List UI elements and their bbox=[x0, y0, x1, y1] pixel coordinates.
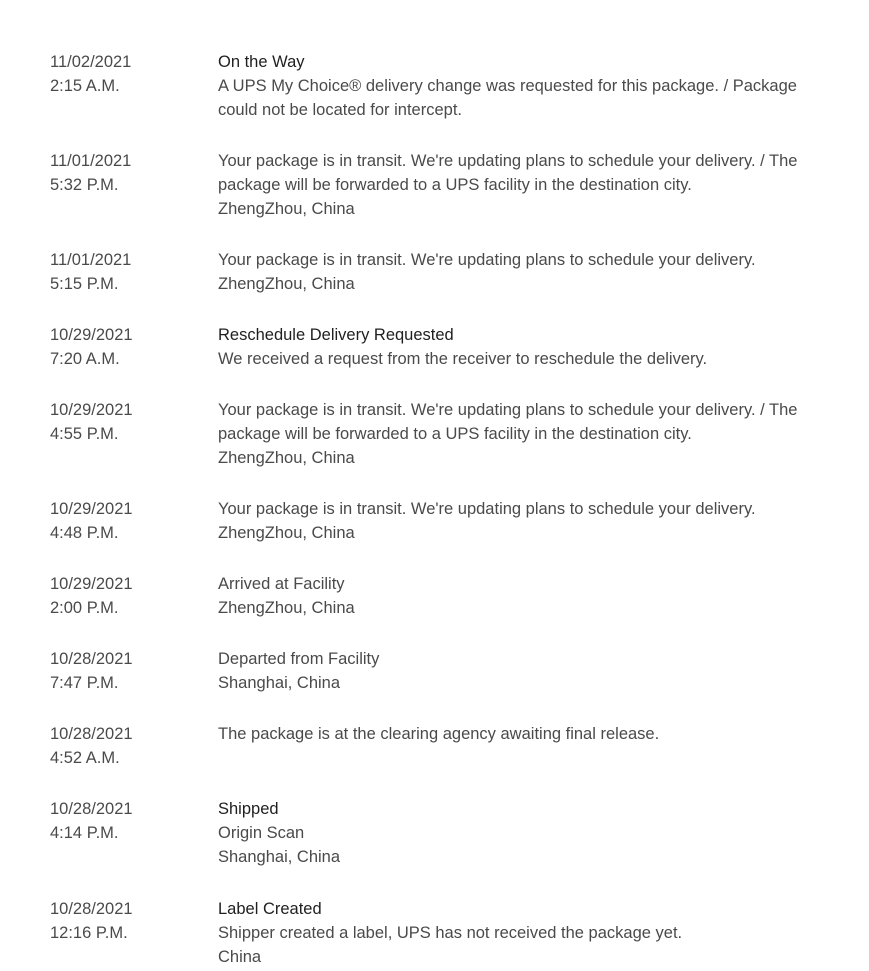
event-row bbox=[0, 722, 869, 770]
event-date: 10/28/2021 bbox=[50, 800, 133, 818]
event-location: ZhengZhou, China bbox=[218, 449, 355, 467]
event-date: 11/01/2021 bbox=[50, 251, 132, 269]
event-time: 5:32 P.M. bbox=[50, 176, 119, 194]
event-description: The package is at the clearing agency awaiting final release. bbox=[218, 725, 660, 743]
event-description: Shipper created a label, UPS has not received the package yet. bbox=[218, 924, 683, 942]
event-detail bbox=[218, 323, 838, 371]
event-time: 4:14 P.M. bbox=[50, 824, 119, 842]
event-when bbox=[0, 398, 218, 446]
event-status: Shipped bbox=[218, 800, 279, 818]
event-description: Your package is in transit. We're updating plans to schedule your delivery. bbox=[218, 500, 756, 518]
event-date: 10/29/2021 bbox=[50, 575, 133, 593]
event-description: We received a request from the receiver to reschedule the delivery. bbox=[218, 350, 708, 368]
event-date: 10/29/2021 bbox=[50, 500, 133, 518]
event-description: A UPS My Choice® delivery change was requested for this package. / Package could not be located for intercept. bbox=[218, 77, 797, 119]
event-detail bbox=[218, 897, 838, 969]
event-detail bbox=[218, 497, 838, 545]
event-detail bbox=[218, 50, 838, 122]
event-date: 10/28/2021 bbox=[50, 900, 133, 918]
event-when bbox=[0, 149, 218, 197]
event-status: Reschedule Delivery Requested bbox=[218, 326, 454, 344]
event-row bbox=[0, 149, 869, 221]
event-date: 10/29/2021 bbox=[50, 326, 133, 344]
event-when bbox=[0, 248, 218, 296]
event-detail bbox=[218, 572, 838, 620]
event-description: Your package is in transit. We're updating plans to schedule your delivery. bbox=[218, 251, 756, 269]
event-detail bbox=[218, 248, 838, 296]
event-when bbox=[0, 897, 218, 945]
event-row bbox=[0, 797, 869, 869]
event-when bbox=[0, 722, 218, 770]
event-date: 11/01/2021 bbox=[50, 152, 132, 170]
event-detail bbox=[218, 647, 838, 695]
event-detail bbox=[218, 149, 838, 221]
event-row bbox=[0, 897, 869, 969]
event-detail bbox=[218, 797, 838, 869]
event-detail bbox=[218, 722, 838, 746]
event-time: 12:16 P.M. bbox=[50, 924, 128, 942]
event-description: Arrived at Facility bbox=[218, 575, 345, 593]
event-location: ZhengZhou, China bbox=[218, 599, 355, 617]
event-date: 10/29/2021 bbox=[50, 401, 133, 419]
event-location: ZhengZhou, China bbox=[218, 275, 355, 293]
event-location: Shanghai, China bbox=[218, 674, 341, 692]
event-location: ZhengZhou, China bbox=[218, 524, 355, 542]
event-when bbox=[0, 797, 218, 845]
event-date: 11/02/2021 bbox=[50, 53, 132, 71]
event-time: 2:15 A.M. bbox=[50, 77, 120, 95]
event-time: 7:47 P.M. bbox=[50, 674, 119, 692]
event-date: 10/28/2021 bbox=[50, 650, 133, 668]
event-when bbox=[0, 497, 218, 545]
event-row bbox=[0, 497, 869, 545]
event-time: 5:15 P.M. bbox=[50, 275, 119, 293]
event-status: Label Created bbox=[218, 900, 322, 918]
event-row bbox=[0, 50, 869, 122]
event-time: 7:20 A.M. bbox=[50, 350, 120, 368]
event-row bbox=[0, 398, 869, 470]
event-description: Your package is in transit. We're updating plans to schedule your delivery. / The package will be forwarded to a UPS facility in the destination city. bbox=[218, 152, 798, 194]
event-location: China bbox=[218, 948, 262, 966]
event-time: 4:52 A.M. bbox=[50, 749, 120, 767]
event-description: Departed from Facility bbox=[218, 650, 380, 668]
event-time: 4:55 P.M. bbox=[50, 425, 119, 443]
event-row bbox=[0, 248, 869, 296]
event-time: 4:48 P.M. bbox=[50, 524, 119, 542]
event-when bbox=[0, 50, 218, 98]
event-when bbox=[0, 647, 218, 695]
event-status: On the Way bbox=[218, 53, 305, 71]
event-row bbox=[0, 323, 869, 371]
event-location: Shanghai, China bbox=[218, 848, 341, 866]
event-location: ZhengZhou, China bbox=[218, 200, 355, 218]
event-detail bbox=[218, 398, 838, 470]
event-description: Origin Scan bbox=[218, 824, 305, 842]
event-row bbox=[0, 647, 869, 695]
event-row bbox=[0, 572, 869, 620]
event-date: 10/28/2021 bbox=[50, 725, 133, 743]
event-when bbox=[0, 572, 218, 620]
event-description: Your package is in transit. We're updating plans to schedule your delivery. / The package will be forwarded to a UPS facility in the destination city. bbox=[218, 401, 798, 443]
event-time: 2:00 P.M. bbox=[50, 599, 119, 617]
event-when bbox=[0, 323, 218, 371]
